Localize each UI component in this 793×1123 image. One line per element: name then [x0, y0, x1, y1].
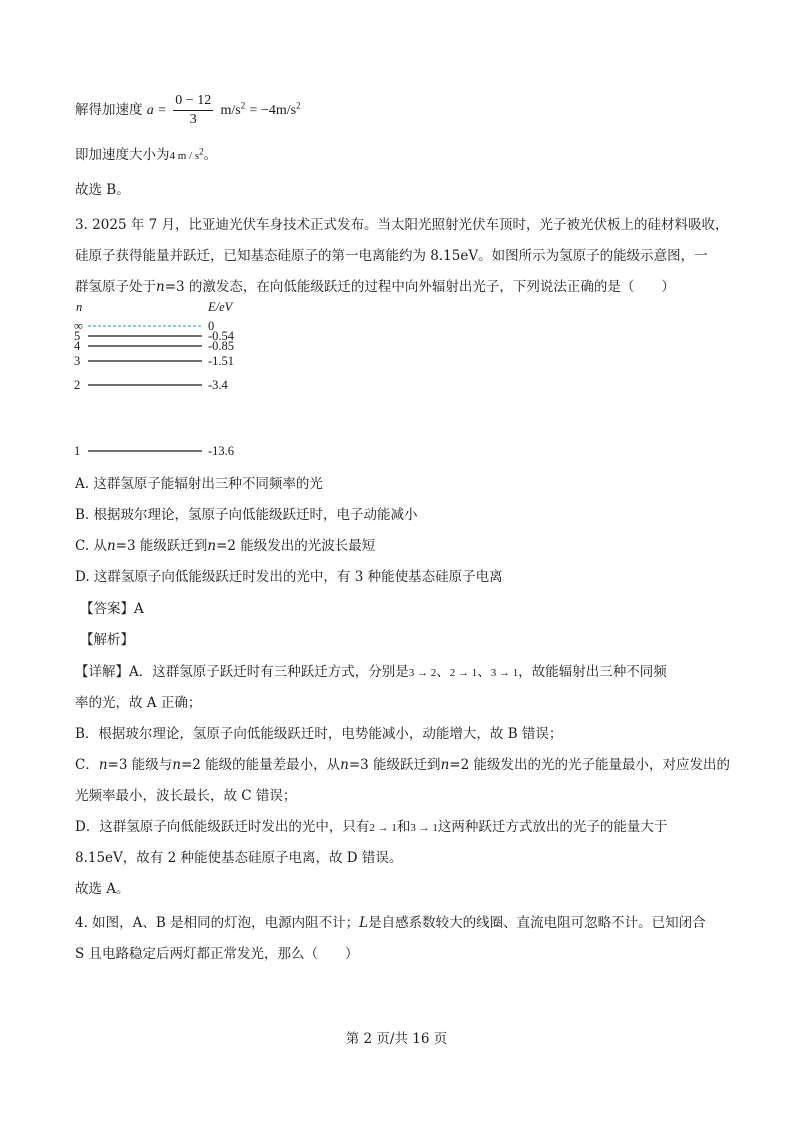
level-n-label: 2: [74, 378, 81, 392]
energy-level-diagram: [68, 300, 268, 465]
q3-stem-line-1: 3. 2025 年 7 月，比亚迪光伏车身技术正式发布。当太阳光照射光伏车顶时，光子被光伏板上的硅材料吸收，: [75, 217, 729, 233]
level-energy-label: -0.54: [208, 329, 235, 343]
accel-magnitude-value: 4 m / $s^2$: [169, 146, 204, 162]
level-n-label: 5: [74, 329, 81, 343]
level-energy-label: -0.85: [208, 339, 235, 353]
analysis-label: 【解析】: [80, 632, 134, 648]
level-energy-label: -1.51: [208, 354, 235, 368]
prev-answer-line: 故选 B。: [75, 182, 130, 198]
detail-line-1: 【详解】A．这群氢原子跃迁时有三种跃迁方式，分别是3 → 2、2 → 1、3 → 1，故能辐射出三种不同频: [75, 664, 667, 680]
accel-equation: 解得加速度 a = $\frac{0 - 12}{3}$ $m/s^2 = -4m/s^2$: [75, 93, 301, 127]
detail-line-7: 8.15eV，故有 2 种能使基态硅原子电离，故 D 错误。: [75, 850, 403, 866]
q3-stem-line-3: 群氢原子处于n=3 的激发态，在向低能级跃迁的过程中向外辐射出光子，下列说法正确的是（ ）: [75, 279, 675, 295]
level-n-label: ∞: [74, 319, 83, 333]
detail-line-8: 故选 A。: [75, 881, 130, 897]
accel-var: a: [146, 103, 154, 118]
answer-label: 【答案】A: [80, 601, 144, 617]
q3-option-b: B. 根据玻尔理论，氢原子向低能级跃迁时，电子动能减小: [75, 507, 418, 523]
detail-line-2: 率的光，故 A 正确；: [75, 695, 202, 711]
page-footer: 第 2 页/共 16 页: [345, 1031, 448, 1047]
energy-levels: [74, 319, 235, 458]
level-energy-label: 0: [208, 319, 215, 333]
transition-3-1-d: 3 → 1: [410, 822, 438, 834]
transition-3-1: 3 → 1: [490, 667, 519, 679]
fraction-denominator: 3: [189, 112, 197, 127]
level-energy-label: -13.6: [208, 444, 235, 458]
accel-prefix: 解得加速度: [75, 102, 143, 118]
fraction-numerator: 0 − 12: [173, 92, 213, 111]
detail-line-6: D．这群氢原子向低能级跃迁时发出的光中，只有2 → 1和3 → 1这两种跃迁方式放出的光子的能量大于: [75, 819, 668, 835]
level-n-label: 4: [74, 339, 81, 353]
level-n-label: 1: [74, 444, 81, 458]
transition-2-1-d: 2 → 1: [369, 822, 397, 834]
q3-stem-line-2: 硅原子获得能量并跃迁，已知基态硅原子的第一电离能约为 8.15eV。如图所示为氢原子的能级示意图，一: [75, 248, 708, 264]
q3-option-c: C. 从n=3 能级跃迁到n=2 能级发出的光波长最短: [75, 538, 376, 554]
detail-line-4: C．n=3 能级与n=2 能级的能量差最小，从n=3 能级跃迁到n=2 能级发出的光的光子能量最小，对应发出的: [75, 757, 730, 773]
q4-stem-line-2: S 且电路稳定后两灯都正常发光，那么（ ）: [75, 946, 359, 962]
transition-3-2: 3 → 2: [408, 667, 437, 679]
accel-result: = $-4m/s^2$: [249, 100, 301, 118]
detail-line-5: 光频率最小，波长最长，故 C 错误；: [75, 788, 297, 804]
diagram-n-label: n: [76, 300, 83, 314]
accel-unit: $m/s^2$: [220, 100, 246, 118]
level-energy-label: -3.4: [208, 378, 228, 392]
diagram-energy-label: E/eV: [208, 300, 233, 314]
detail-line-3: B．根据玻尔理论，氢原子向低能级跃迁时，电势能减小，动能增大，故 B 错误；: [75, 726, 563, 742]
q3-option-d: D. 这群氢原子向低能级跃迁时发出的光中，有 3 种能使基态硅原子电离: [75, 569, 503, 585]
transition-2-1: 2 → 1: [449, 667, 478, 679]
accel-fraction: [173, 92, 213, 129]
q4-stem-line-1: 4. 如图，A、B 是相同的灯泡，电源内阻不计；L是自感系数较大的线圈、直流电阻可忽略不计。已知闭合: [75, 915, 706, 931]
level-n-label: 3: [74, 354, 81, 368]
accel-magnitude-line: 即加速度大小为4 m / $s^2$。: [75, 146, 218, 163]
q3-option-a: A. 这群氢原子能辐射出三种不同频率的光: [75, 476, 323, 492]
